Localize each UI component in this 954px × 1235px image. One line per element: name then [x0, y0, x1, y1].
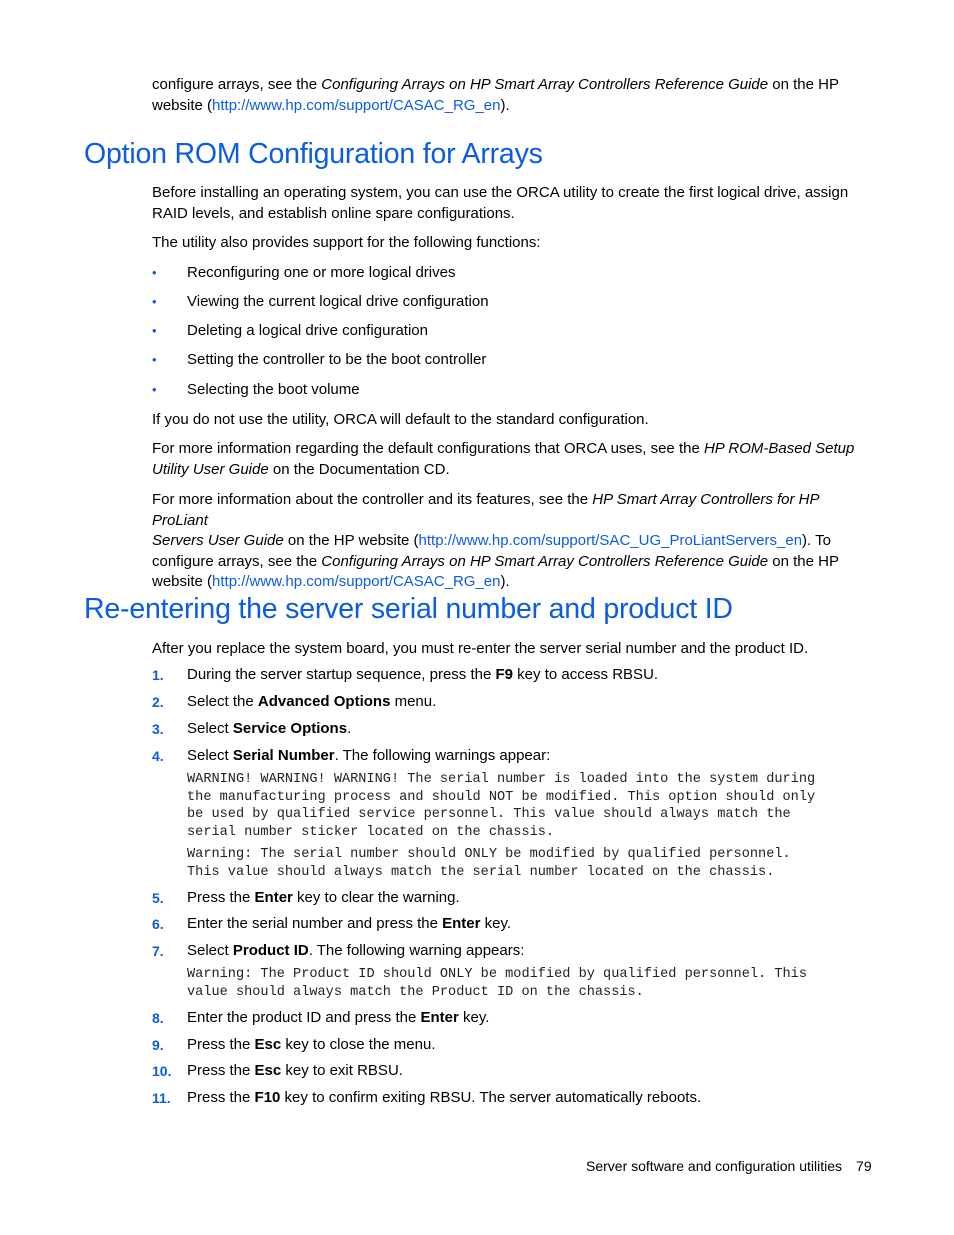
- orca-para-5: [152, 490, 872, 593]
- serial-warning-code-2: Warning: The serial number should ONLY be modified by qualified personnel. This value should always match the serial number located on the chassis.: [187, 847, 791, 880]
- step-text: key.: [480, 915, 512, 932]
- step-text: Select the: [187, 693, 258, 710]
- step-number: 7.: [152, 943, 164, 959]
- step-text: Select: [187, 720, 233, 737]
- paragraph-text: on the HP website (: [283, 532, 419, 549]
- orca-para-3: If you do not use the utility, ORCA will default to the standard configuration.: [152, 411, 649, 428]
- page-footer: [586, 1158, 872, 1174]
- bullet-icon: •: [152, 294, 157, 309]
- step-text: Select: [187, 747, 233, 764]
- step-number: 2.: [152, 694, 164, 710]
- section-heading-serial: Re-entering the server serial number and product ID: [84, 593, 733, 625]
- bullet-text: Setting the controller to be the boot controller: [187, 351, 487, 368]
- bullet-icon: •: [152, 323, 157, 338]
- paragraph-text: ). To: [802, 532, 831, 549]
- step-text: Press the: [187, 1062, 255, 1079]
- step-number: 3.: [152, 721, 164, 737]
- step-text: menu.: [390, 693, 437, 710]
- orca-para-2: The utility also provides support for the following functions:: [152, 234, 541, 251]
- step-text: Enter the product ID and press the: [187, 1009, 421, 1026]
- step-text: During the server startup sequence, press the: [187, 666, 496, 683]
- bullet-text: Deleting a logical drive configuration: [187, 322, 428, 339]
- product-id-warning-code: Warning: The Product ID should ONLY be modified by qualified personnel. This value should always match the Product ID on the chassis.: [187, 967, 807, 1000]
- step-text: key to close the menu.: [281, 1036, 436, 1053]
- guide-title: Utility User Guide: [152, 460, 269, 478]
- section-heading-orca: Option ROM Configuration for Arrays: [84, 138, 543, 170]
- intro-text: website (: [152, 96, 213, 114]
- orca-para-4: [152, 439, 872, 480]
- bullet-text: Selecting the boot volume: [187, 381, 360, 398]
- orca-para-1: [152, 183, 872, 224]
- step-number: 11.: [152, 1090, 171, 1106]
- guide-title: HP ROM-Based Setup: [703, 440, 855, 457]
- bullet-text: Viewing the current logical drive configuration: [187, 293, 489, 310]
- step-number: 6.: [152, 916, 164, 932]
- casac-link[interactable]: http://www.hp.com/support/CASAC_RG_en: [212, 573, 501, 590]
- step-number: 10.: [152, 1063, 172, 1079]
- step-key: Serial Number: [232, 747, 335, 764]
- paragraph-text: For more information about the controller and its features, see the: [152, 491, 593, 508]
- serial-intro: After you replace the system board, you must re-enter the server serial number and the product ID.: [152, 640, 809, 657]
- serial-warning-code: WARNING! WARNING! WARNING! The serial number is loaded into the system during the manufacturing process and should NOT be modified. This option should only be used by qualified service personnel. This value should always match the serial number sticker located on the chassis.: [187, 772, 816, 840]
- step-text: key to exit RBSU.: [281, 1062, 403, 1079]
- intro-text: configure arrays, see the: [152, 76, 322, 93]
- guide-title: Servers User Guide: [152, 532, 284, 549]
- step-text: Press the: [187, 1036, 255, 1053]
- step-number: 8.: [152, 1010, 164, 1026]
- intro-text: ).: [500, 96, 510, 114]
- guide-title: HP Smart Array Controllers for HP ProLiant: [152, 491, 819, 529]
- step-text: . The following warnings appear:: [334, 747, 551, 764]
- step-key: Enter: [254, 889, 293, 906]
- paragraph-text: ).: [500, 573, 510, 590]
- step-text: .: [347, 720, 352, 737]
- casac-link[interactable]: http://www.hp.com/support/CASAC_RG_en: [212, 96, 501, 114]
- step-key: Esc: [254, 1062, 282, 1079]
- step-text: key.: [458, 1009, 490, 1026]
- step-key: Esc: [254, 1036, 282, 1053]
- step-number: 4.: [152, 748, 164, 764]
- paragraph-line: RAID levels, and establish online spare configurations.: [152, 204, 515, 222]
- guide-title: Configuring Arrays on HP Smart Array Controllers Reference Guide: [321, 552, 769, 570]
- step-key: F10: [254, 1089, 281, 1106]
- step-text: Enter the serial number and press the: [187, 915, 443, 932]
- bullet-icon: •: [152, 352, 157, 367]
- step-key: Service Options: [232, 720, 348, 737]
- paragraph-text: on the Documentation CD.: [268, 460, 450, 478]
- bullet-icon: •: [152, 265, 157, 280]
- bullet-icon: •: [152, 382, 157, 397]
- step-number: 5.: [152, 890, 164, 906]
- step-number: 1.: [152, 667, 164, 683]
- step-text: Select: [187, 942, 233, 959]
- guide-title: Configuring Arrays on HP Smart Array Controllers Reference Guide: [321, 76, 769, 93]
- step-number: 9.: [152, 1037, 164, 1053]
- step-text: key to clear the warning.: [292, 889, 460, 906]
- step-key: Enter: [420, 1009, 459, 1026]
- paragraph-line: Before installing an operating system, you can use the ORCA utility to create the first logical drive, assign: [152, 184, 849, 201]
- bullet-text: Reconfiguring one or more logical drives: [187, 264, 456, 281]
- step-key: Enter: [442, 915, 481, 932]
- step-text: Press the: [187, 889, 255, 906]
- paragraph-text: For more information regarding the default configurations that ORCA uses, see the: [152, 440, 704, 457]
- paragraph-text: website (: [152, 573, 213, 590]
- sac-ug-link[interactable]: http://www.hp.com/support/SAC_UG_ProLiantServers_en: [418, 532, 803, 549]
- step-text: key to access RBSU.: [513, 666, 659, 683]
- paragraph-text: configure arrays, see the: [152, 552, 322, 570]
- footer-section-title: Server software and configuration utilities: [586, 1158, 843, 1174]
- step-key: F9: [495, 666, 514, 683]
- step-text: . The following warning appears:: [308, 942, 525, 959]
- page-number: 79: [856, 1158, 872, 1174]
- intro-paragraph: [152, 75, 872, 116]
- step-key: Advanced Options: [257, 693, 391, 710]
- step-key: Product ID: [232, 942, 309, 959]
- step-text: key to confirm exiting RBSU. The server automatically reboots.: [280, 1089, 702, 1106]
- step-text: Press the: [187, 1089, 255, 1106]
- intro-text: on the HP: [768, 76, 839, 93]
- paragraph-text: on the HP: [768, 552, 839, 570]
